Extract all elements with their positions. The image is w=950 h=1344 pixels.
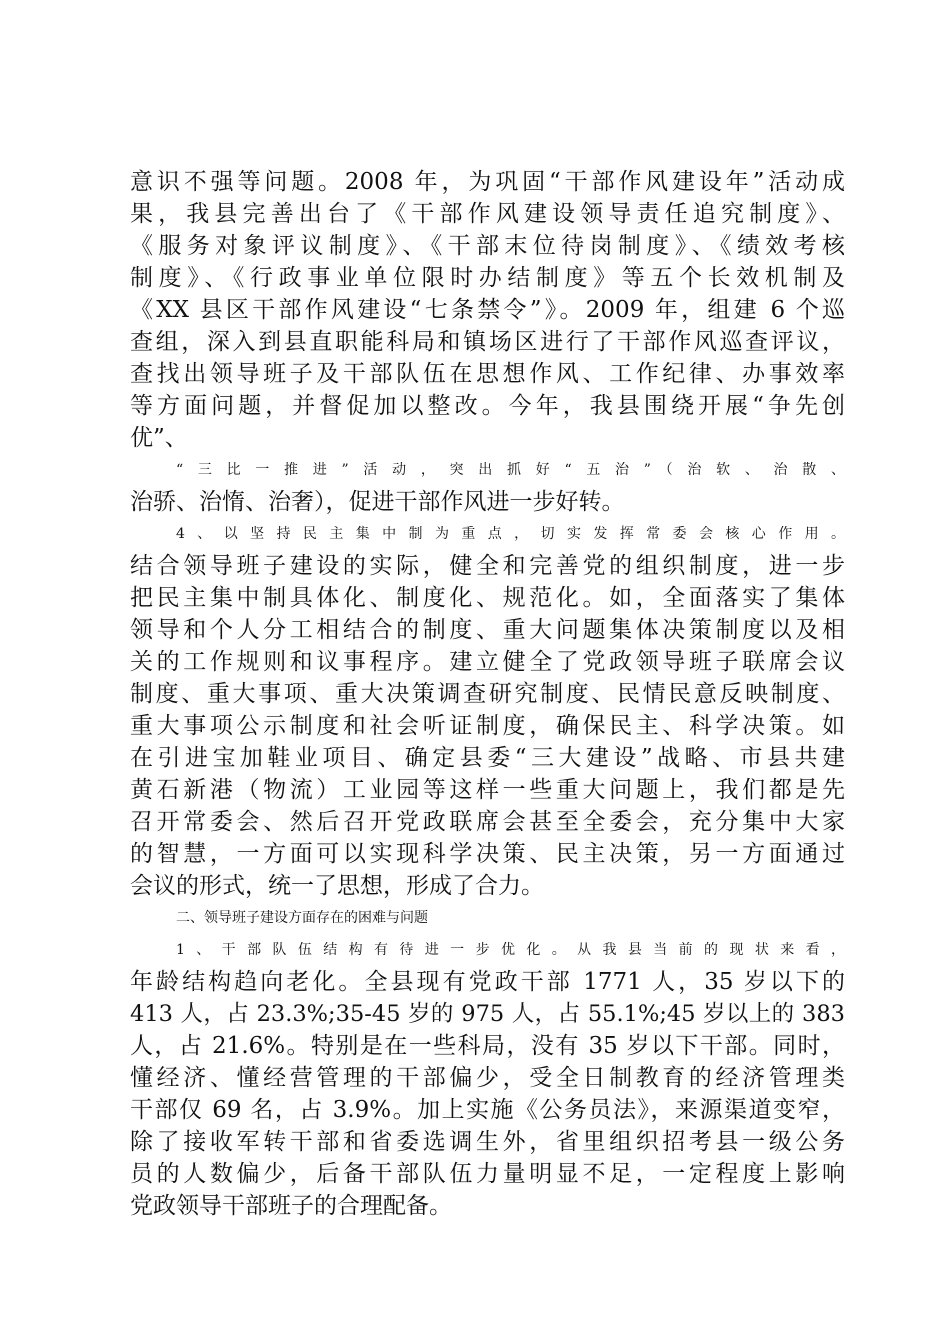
text-line: 除了接收军转干部和省委选调生外，省里组织招考县一级公务 — [130, 1129, 845, 1155]
text-line: 会议的形式，统一了思想，形成了合力。 — [130, 873, 544, 899]
text-line: 的智慧，一方面可以实现科学决策、民主决策，另一方面通过 — [130, 841, 845, 867]
text-line: 查组，深入到县直职能科局和镇场区进行了干部作风巡查评议， — [130, 329, 845, 355]
document-page — [130, 166, 845, 1222]
paragraph — [130, 166, 845, 454]
paragraph — [130, 934, 845, 1222]
text-line: 二、领导班子建设方面存在的困难与问题 — [176, 910, 428, 926]
text-line: 年龄结构趋向老化。全县现有党政干部 1771 人，35 岁以下的 — [130, 969, 845, 995]
text-line: “三比一推进”活动，突出抓好“五治”（治软、治散、 — [176, 462, 845, 478]
text-line: 《XX 县区干部作风建设“七条禁令”》。2009 年，组建 6 个巡 — [130, 297, 845, 323]
text-line: 4、以坚持民主集中制为重点，切实发挥常委会核心作用。 — [176, 526, 845, 542]
text-line: 懂经济、懂经营管理的干部偏少，受全日制教育的经济管理类 — [130, 1065, 845, 1091]
paragraph — [130, 454, 845, 518]
text-line: 制度》、《行政事业单位限时办结制度》等五个长效机制及 — [130, 265, 845, 291]
text-line: 1、干部队伍结构有待进一步优化。从我县当前的现状来看， — [176, 942, 845, 958]
text-line: 关的工作规则和议事程序。建立健全了党政领导班子联席会议 — [130, 649, 845, 675]
paragraph — [130, 902, 845, 934]
paragraph — [130, 518, 845, 902]
text-line: 结合领导班子建设的实际，健全和完善党的组织制度，进一步 — [130, 553, 845, 579]
text-line: 领导和个人分工相结合的制度、重大问题集体决策制度以及相 — [130, 617, 845, 643]
text-line: 干部仅 69 名，占 3.9%。加上实施《公务员法》，来源渠道变窄， — [130, 1097, 845, 1123]
text-line: 治骄、治惰、治奢），促进干部作风进一步好转。 — [130, 489, 625, 515]
text-line: 意识不强等问题。2008 年，为巩固“干部作风建设年”活动成 — [130, 169, 845, 195]
text-line: 等方面问题，并督促加以整改。今年，我县围绕开展“争先创 — [130, 393, 845, 419]
text-line: 在引进宝加鞋业项目、确定县委“三大建设”战略、市县共建 — [130, 745, 845, 771]
text-line: 查找出领导班子及干部队伍在思想作风、工作纪律、办事效率 — [130, 361, 845, 387]
text-line: 员的人数偏少，后备干部队伍力量明显不足，一定程度上影响 — [130, 1161, 845, 1187]
text-line: 党政领导干部班子的合理配备。 — [130, 1193, 452, 1219]
text-line: 制度、重大事项、重大决策调查研究制度、民情民意反映制度、 — [130, 681, 845, 707]
text-line: 黄石新港（物流）工业园等这样一些重大问题上，我们都是先 — [130, 777, 845, 803]
text-line: 《服务对象评议制度》、《干部末位待岗制度》、《绩效考核 — [130, 233, 845, 259]
text-line: 优”、 — [130, 425, 188, 451]
text-line: 果，我县完善出台了《干部作风建设领导责任追究制度》、 — [130, 201, 845, 227]
text-line: 413 人，占 23.3%;35-45 岁的 975 人，占 55.1%;45 岁以上的 383 — [130, 1001, 845, 1027]
text-line: 召开常委会、然后召开党政联席会甚至全委会，充分集中大家 — [130, 809, 845, 835]
text-line: 重大事项公示制度和社会听证制度，确保民主、科学决策。如 — [130, 713, 845, 739]
text-line: 把民主集中制具体化、制度化、规范化。如，全面落实了集体 — [130, 585, 845, 611]
text-line: 人，占 21.6%。特别是在一些科局，没有 35 岁以下干部。同时， — [130, 1033, 845, 1059]
